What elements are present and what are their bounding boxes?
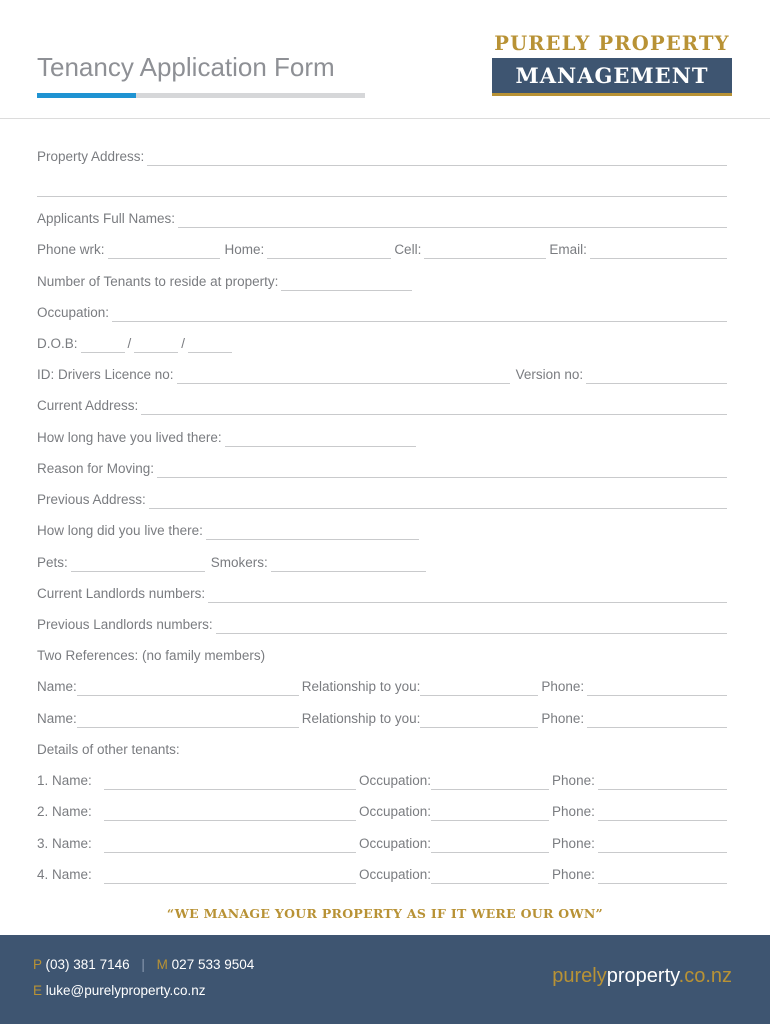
tenant-occupation-field[interactable]: [431, 870, 549, 884]
id-licence-row: [37, 364, 730, 384]
website-part-1: purely: [552, 965, 607, 987]
footer: [0, 935, 770, 1024]
cell-label: Cell:: [394, 242, 422, 257]
tenant-row: [37, 801, 730, 821]
logo-banner: [492, 58, 732, 96]
tenant-occupation-field[interactable]: [431, 776, 549, 790]
previous-address-row: [37, 489, 730, 509]
current-landlords-row: [37, 583, 730, 603]
applicants-names-row: [37, 208, 730, 228]
other-tenants-heading: Details of other tenants:: [37, 742, 180, 757]
how-long-lived-label: How long have you lived there:: [37, 430, 222, 445]
footer-email[interactable]: luke@purelyproperty.co.nz: [45, 983, 206, 998]
title-underline: [37, 93, 365, 98]
tenant-phone-field[interactable]: [598, 839, 727, 853]
how-long-did-label: How long did you live there:: [37, 523, 203, 538]
property-address-label: Property Address:: [37, 149, 145, 164]
email-field[interactable]: [590, 245, 727, 259]
reference-row: [37, 676, 730, 696]
smokers-label: Smokers:: [210, 555, 268, 570]
phone-row: [37, 239, 730, 259]
home-phone-field[interactable]: [267, 245, 391, 259]
smokers-field[interactable]: [271, 558, 426, 572]
tenant-row: [37, 833, 730, 853]
footer-divider: |: [141, 957, 145, 972]
logo-top-text: PURELY PROPERTY: [494, 32, 730, 55]
previous-landlords-label: Previous Landlords numbers:: [37, 617, 213, 632]
property-address-row-2: [37, 177, 730, 197]
tenant-phone-field[interactable]: [598, 776, 727, 790]
property-address-field-2[interactable]: [37, 183, 727, 197]
current-address-row: [37, 395, 730, 415]
reason-moving-field[interactable]: [157, 464, 727, 478]
number-of-tenants-row: [37, 271, 730, 291]
other-tenants-heading-row: [37, 739, 730, 759]
footer-email-line: [33, 983, 206, 998]
tenant-occupation-label: Occupation:: [359, 836, 432, 851]
applicants-names-label: Applicants Full Names:: [37, 211, 176, 226]
tenant-phone-label: Phone:: [552, 867, 595, 882]
current-address-field[interactable]: [141, 401, 727, 415]
property-address-row: [37, 146, 730, 166]
mobile-prefix: M: [156, 957, 168, 972]
property-address-field[interactable]: [147, 152, 727, 166]
reference-phone-field[interactable]: [587, 714, 727, 728]
how-long-lived-row: [37, 427, 730, 447]
occupation-row: [37, 302, 730, 322]
website-part-3: .co.nz: [678, 965, 732, 987]
footer-phone-line: [33, 957, 254, 972]
title-underline-accent: [37, 93, 136, 98]
reference-name-label: Name:: [37, 711, 77, 726]
tenant-phone-label: Phone:: [552, 804, 595, 819]
reference-phone-field[interactable]: [587, 682, 727, 696]
tenant-name-label: 2. Name:: [37, 804, 92, 819]
tenant-phone-label: Phone:: [552, 836, 595, 851]
cell-field[interactable]: [424, 245, 546, 259]
dob-row: [37, 333, 730, 353]
how-long-lived-field[interactable]: [225, 433, 416, 447]
tenant-name-field[interactable]: [104, 870, 356, 884]
reference-relationship-field[interactable]: [420, 682, 538, 696]
reference-relationship-label: Relationship to you:: [301, 679, 421, 694]
website-part-2: property: [606, 965, 679, 987]
tenant-occupation-label: Occupation:: [359, 773, 432, 788]
tenant-occupation-field[interactable]: [431, 807, 549, 821]
reference-name-label: Name:: [37, 679, 77, 694]
phone-prefix: P: [33, 957, 42, 972]
email-prefix: E: [33, 983, 43, 998]
tenant-phone-field[interactable]: [598, 870, 727, 884]
previous-landlords-row: [37, 614, 730, 634]
dob-month-field[interactable]: [134, 339, 178, 353]
logo-bottom-text: MANAGEMENT: [515, 63, 709, 88]
tenant-name-label: 1. Name:: [37, 773, 92, 788]
tenant-name-label: 4. Name:: [37, 867, 92, 882]
current-landlords-field[interactable]: [208, 589, 727, 603]
reference-row: [37, 708, 730, 728]
email-label: Email:: [549, 242, 587, 257]
tenant-occupation-label: Occupation:: [359, 867, 432, 882]
occupation-label: Occupation:: [37, 305, 110, 320]
phone-wrk-field[interactable]: [108, 245, 220, 259]
tenant-name-field[interactable]: [104, 807, 356, 821]
reference-name-field[interactable]: [77, 682, 299, 696]
dob-day-field[interactable]: [81, 339, 125, 353]
references-heading-row: [37, 645, 730, 665]
how-long-did-field[interactable]: [206, 526, 419, 540]
dob-separator-2: /: [181, 336, 186, 351]
id-licence-field[interactable]: [177, 370, 510, 384]
dob-label: D.O.B:: [37, 336, 78, 351]
phone-wrk-label: Phone wrk:: [37, 242, 105, 257]
pets-label: Pets:: [37, 555, 68, 570]
previous-landlords-field[interactable]: [216, 620, 727, 634]
tenant-occupation-label: Occupation:: [359, 804, 432, 819]
reason-moving-row: [37, 458, 730, 478]
pets-field[interactable]: [71, 558, 205, 572]
how-long-did-row: [37, 520, 730, 540]
number-of-tenants-label: Number of Tenants to reside at property:: [37, 274, 279, 289]
home-phone-label: Home:: [224, 242, 265, 257]
tenant-row: [37, 770, 730, 790]
previous-address-label: Previous Address:: [37, 492, 146, 507]
tenant-row: [37, 864, 730, 884]
tenant-occupation-field[interactable]: [431, 839, 549, 853]
tenant-phone-field[interactable]: [598, 807, 727, 821]
reference-phone-label: Phone:: [541, 711, 585, 726]
id-licence-label: ID: Drivers Licence no:: [37, 367, 174, 382]
reason-moving-label: Reason for Moving:: [37, 461, 155, 476]
reference-name-field[interactable]: [77, 714, 299, 728]
reference-relationship-label: Relationship to you:: [301, 711, 421, 726]
applicants-names-field[interactable]: [178, 214, 727, 228]
footer-phone[interactable]: (03) 381 7146: [45, 957, 130, 972]
reference-relationship-field[interactable]: [420, 714, 538, 728]
reference-phone-label: Phone:: [541, 679, 585, 694]
pets-smokers-row: [37, 552, 730, 572]
number-of-tenants-field[interactable]: [281, 277, 412, 291]
page-title: Tenancy Application Form: [37, 52, 335, 82]
tenant-name-field[interactable]: [104, 776, 356, 790]
current-address-label: Current Address:: [37, 398, 139, 413]
header-divider: [0, 118, 770, 119]
previous-address-field[interactable]: [149, 495, 727, 509]
tenant-name-field[interactable]: [104, 839, 356, 853]
company-logo: [492, 32, 732, 96]
dob-year-field[interactable]: [188, 339, 232, 353]
version-no-field[interactable]: [586, 370, 727, 384]
tenant-name-label: 3. Name:: [37, 836, 92, 851]
references-heading: Two References: (no family members): [37, 648, 266, 663]
tenant-phone-label: Phone:: [552, 773, 595, 788]
dob-separator-1: /: [127, 336, 132, 351]
occupation-field[interactable]: [112, 308, 727, 322]
footer-website-link[interactable]: [552, 965, 732, 988]
version-no-label: Version no:: [515, 367, 584, 382]
current-landlords-label: Current Landlords numbers:: [37, 586, 206, 601]
footer-mobile[interactable]: 027 533 9504: [171, 957, 255, 972]
tagline: “WE MANAGE YOUR PROPERTY AS IF IT WERE OUR OWN”: [166, 906, 604, 921]
